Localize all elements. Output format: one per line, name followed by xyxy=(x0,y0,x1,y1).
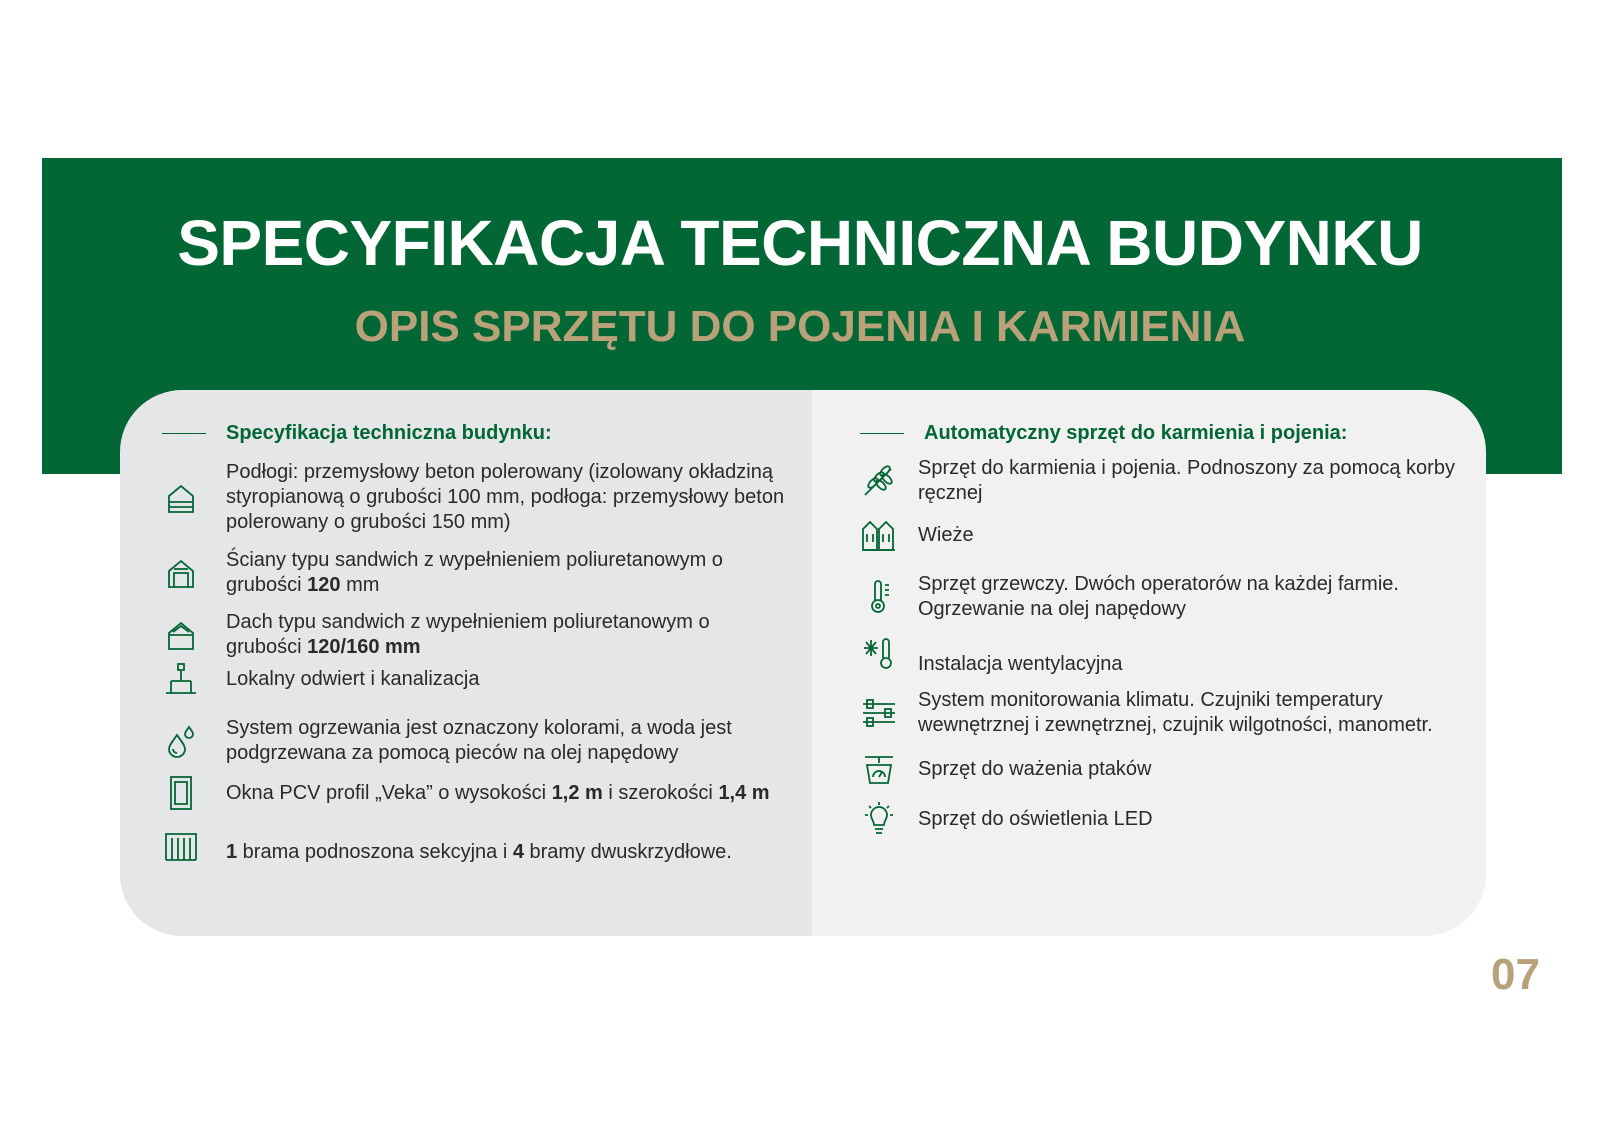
feeding-equipment-heading: Automatyczny sprzęt do karmienia i pojenia: xyxy=(860,422,1347,445)
list-item: System monitorowania klimatu. Czujniki temperatury wewnętrznej i zewnętrznej, czujnik wilgotności, manometr. xyxy=(860,688,1486,738)
page-title: SPECYFIKACJA TECHNICZNA BUDYNKU xyxy=(177,207,1423,279)
list-item: Sprzęt do karmienia i pojenia. Podnoszony za pomocą korby ręcznej xyxy=(860,456,1478,506)
grain-icon xyxy=(860,462,898,500)
feeding-equipment-column xyxy=(812,390,1486,936)
sliders-icon xyxy=(860,694,898,732)
list-item: Dach typu sandwich z wypełnieniem poliuretanowym o grubości 120/160 mm xyxy=(162,610,786,660)
silos-icon xyxy=(860,516,898,554)
list-item: Instalacja wentylacyjna xyxy=(860,630,1478,677)
house-roof-icon xyxy=(162,616,200,654)
list-item: Sprzęt do oświetlenia LED xyxy=(860,800,1478,838)
drops-icon xyxy=(162,722,200,760)
list-item: Ściany typu sandwich z wypełnieniem poliuretanowym o grubości 120 mm xyxy=(162,548,786,598)
list-item: 1 brama podnoszona sekcyjna i 4 bramy dwuskrzydłowe. xyxy=(162,826,786,865)
page-subtitle: OPIS SPRZĘTU DO POJENIA I KARMIENIA xyxy=(354,302,1246,351)
spec-card xyxy=(120,390,1486,936)
heading-rule xyxy=(860,433,904,434)
heading-rule xyxy=(162,433,206,434)
window-icon xyxy=(162,774,200,812)
gate-icon xyxy=(162,827,200,865)
house-walls-icon xyxy=(162,554,200,592)
lightbulb-icon xyxy=(860,800,898,838)
list-item: Okna PCV profil „Veka” o wysokości 1,2 m i szerokości 1,4 m xyxy=(162,774,826,812)
well-icon xyxy=(162,660,200,698)
ventilation-icon xyxy=(860,635,898,673)
building-spec-column xyxy=(120,390,812,936)
list-item: Lokalny odwiert i kanalizacja xyxy=(162,660,786,698)
building-spec-heading: Specyfikacja techniczna budynku: xyxy=(162,422,552,445)
list-item: System ogrzewania jest oznaczony kolorami, a woda jest podgrzewana za pomocą pieców na olej napędowy xyxy=(162,716,786,766)
list-item: Podłogi: przemysłowy beton polerowany (izolowany okładziną styropianową o grubości 100 mm, podłoga: przemysłowy beton polerowany o grubości 150 mm) xyxy=(162,460,786,535)
list-item: Wieże xyxy=(860,516,1478,554)
list-item: Sprzęt grzewczy. Dwóch operatorów na każdej farmie. Ogrzewanie na olej napędowy xyxy=(860,572,1478,622)
list-item: Sprzęt do ważenia ptaków xyxy=(860,750,1478,788)
page-number: 07 xyxy=(1491,950,1540,999)
thermometer-icon xyxy=(860,578,898,616)
scale-icon xyxy=(860,750,898,788)
house-floor-icon xyxy=(162,479,200,517)
